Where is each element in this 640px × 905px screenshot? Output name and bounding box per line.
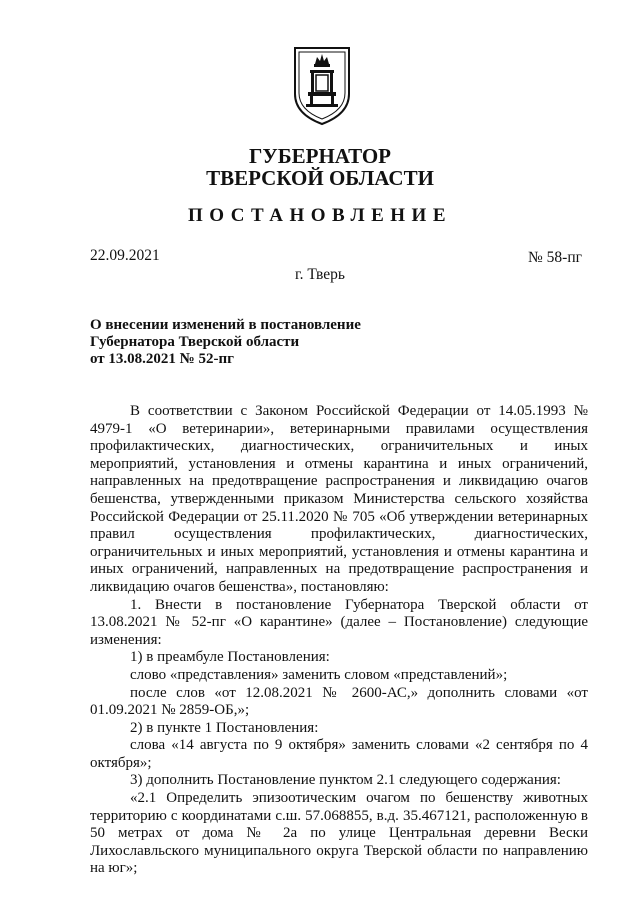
subclause-1-text-a: слово «представления» заменить словом «представлений»; (130, 666, 508, 683)
document-body (90, 403, 588, 878)
coat-of-arms-emblem (291, 42, 353, 126)
subject-line-3: от 13.08.2021 № 52-пг (90, 351, 234, 367)
subclause-2-text: слова «14 августа по 9 октября» заменить словами «2 сентября по 4 октября»; (90, 737, 588, 771)
subclause-2-heading: 2) в пункте 1 Постановления: (130, 719, 319, 736)
subject-line-2: Губернатора Тверской области (90, 334, 300, 350)
document-city: г. Тверь (295, 266, 345, 283)
preamble-paragraph: В соответствии с Законом Российской Федерации от 14.05.1993 № 4979-1 «О ветеринарии», ветеринарными правилами осуществления профилактических, диагностических, ограничительных и иных мероприятий, установления и отмены карантина и иных ограничений, направленных на предотвращение распространения и ликвидацию очагов бешенства, утвержденными приказом Министерства сельского хозяйства Российской Федерации от 25.11.2020 № 705 «Об утверждении ветеринарных правил осуществления профилактических, диагностических, ограничительных и иных мероприятий, установления и отмены карантина и иных ограничений, направленных на предотвращение распространения и ликвидацию очагов бешенства», постановляю: (90, 403, 588, 595)
issuer-title-line-2: ТВЕРСКОЙ ОБЛАСТИ (206, 166, 434, 190)
subject-line-1: О внесении изменений в постановление (90, 317, 361, 333)
subclause-3-heading: 3) дополнить Постановление пунктом 2.1 следующего содержания: (130, 772, 561, 789)
document-number: № 58-пг (528, 249, 582, 266)
document-subject (90, 317, 361, 368)
clause-1-paragraph: 1. Внести в постановление Губернатора Тверской области от 13.08.2021 № 52-пг «О карантине» (далее – Постановление) следующие изменения: (90, 596, 588, 648)
document-type-heading: ПОСТАНОВЛЕНИЕ (187, 205, 453, 226)
issuer-title-line-1: ГУБЕРНАТОР (248, 144, 392, 168)
subclause-3-text: «2.1 Определить эпизоотическим очагом по бешенству животных территорию с координатами с.ш. 57.068855, в.д. 35.467121, расположенную в 50 метрах от дома № 2а по улице Центральная деревни Вески Лихославльского муниципального округа Тверской области по направлению на юг»; (90, 790, 588, 877)
subclause-1-text-b: после слов «от 12.08.2021 № 2600-АС,» дополнить словами «от 01.09.2021 № 2859-ОБ,»; (90, 684, 588, 719)
document-date: 22.09.2021 (90, 247, 160, 264)
subclause-1-heading: 1) в преамбуле Постановления: (130, 649, 330, 666)
